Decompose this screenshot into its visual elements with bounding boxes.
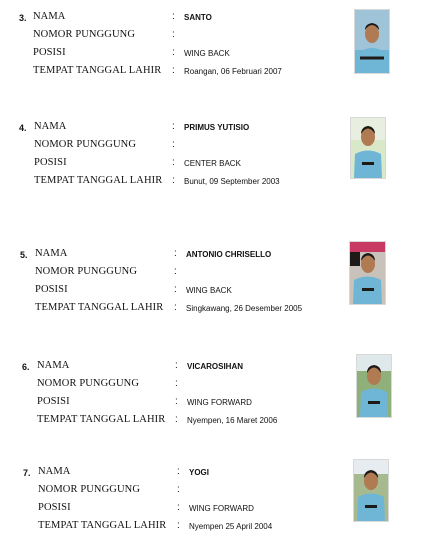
label-ttl: TEMPAT TANGGAL LAHIR	[33, 65, 162, 76]
colon: :	[172, 11, 175, 22]
player-photo	[356, 354, 392, 418]
player-name: VICAROSIHAN	[187, 362, 244, 371]
colon: :	[172, 65, 175, 76]
label-nama: NAMA	[37, 360, 70, 371]
label-nomor-punggung: NOMOR PUNGGUNG	[34, 139, 137, 150]
player-birth: Nyempen, 16 Maret 2006	[187, 416, 278, 425]
player-position: WING BACK	[186, 286, 232, 295]
label-nama: NAMA	[34, 121, 67, 132]
player-photo	[349, 241, 386, 305]
colon: :	[174, 302, 177, 313]
label-nama: NAMA	[33, 11, 66, 22]
entry-number: 4.	[19, 123, 27, 133]
person-silhouette-icon	[351, 118, 385, 178]
player-photo	[350, 117, 386, 179]
player-birth: Roangan, 06 Februari 2007	[184, 67, 282, 76]
player-birth: Bunut, 09 September 2003	[184, 177, 280, 186]
label-nomor-punggung: NOMOR PUNGGUNG	[38, 484, 141, 495]
colon: :	[172, 47, 175, 58]
player-name: SANTO	[184, 13, 212, 22]
colon: :	[177, 484, 180, 495]
label-nomor-punggung: NOMOR PUNGGUNG	[35, 266, 138, 277]
player-photo	[354, 9, 390, 74]
colon: :	[174, 284, 177, 295]
colon: :	[175, 378, 178, 389]
player-birth: Singkawang, 26 Desember 2005	[186, 304, 303, 313]
player-position: WING FORWARD	[187, 398, 252, 407]
player-position: WING FORWARD	[189, 504, 254, 513]
person-silhouette-icon	[354, 460, 388, 521]
colon: :	[175, 396, 178, 407]
colon: :	[172, 175, 175, 186]
colon: :	[175, 360, 178, 371]
person-silhouette-icon	[355, 10, 389, 73]
label-nama: NAMA	[38, 466, 71, 477]
entry-number: 6.	[22, 362, 30, 372]
label-posisi: POSISI	[34, 157, 67, 168]
label-nomor-punggung: NOMOR PUNGGUNG	[33, 29, 136, 40]
label-posisi: POSISI	[38, 502, 71, 513]
colon: :	[172, 121, 175, 132]
label-posisi: POSISI	[33, 47, 66, 58]
label-ttl: TEMPAT TANGGAL LAHIR	[37, 414, 166, 425]
colon: :	[172, 29, 175, 40]
colon: :	[174, 248, 177, 259]
label-posisi: POSISI	[37, 396, 70, 407]
colon: :	[172, 157, 175, 168]
person-silhouette-icon	[357, 355, 391, 417]
player-position: WING BACK	[184, 49, 230, 58]
colon: :	[172, 139, 175, 150]
player-name: YOGI	[189, 468, 210, 477]
label-nama: NAMA	[35, 248, 68, 259]
colon: :	[177, 520, 180, 531]
colon: :	[177, 466, 180, 477]
player-photo	[353, 459, 389, 522]
colon: :	[174, 266, 177, 277]
entry-number: 7.	[23, 468, 31, 478]
label-ttl: TEMPAT TANGGAL LAHIR	[35, 302, 164, 313]
player-birth: Nyempen 25 April 2004	[189, 522, 273, 531]
entry-number: 5.	[20, 250, 28, 260]
label-ttl: TEMPAT TANGGAL LAHIR	[38, 520, 167, 531]
player-name: ANTONIO CHRISELLO	[186, 250, 272, 259]
colon: :	[175, 414, 178, 425]
label-ttl: TEMPAT TANGGAL LAHIR	[34, 175, 163, 186]
colon: :	[177, 502, 180, 513]
label-posisi: POSISI	[35, 284, 68, 295]
player-position: CENTER BACK	[184, 159, 241, 168]
person-silhouette-icon	[350, 242, 385, 304]
player-name: PRIMUS YUTISIO	[184, 123, 250, 132]
label-nomor-punggung: NOMOR PUNGGUNG	[37, 378, 140, 389]
entry-number: 3.	[19, 13, 27, 23]
